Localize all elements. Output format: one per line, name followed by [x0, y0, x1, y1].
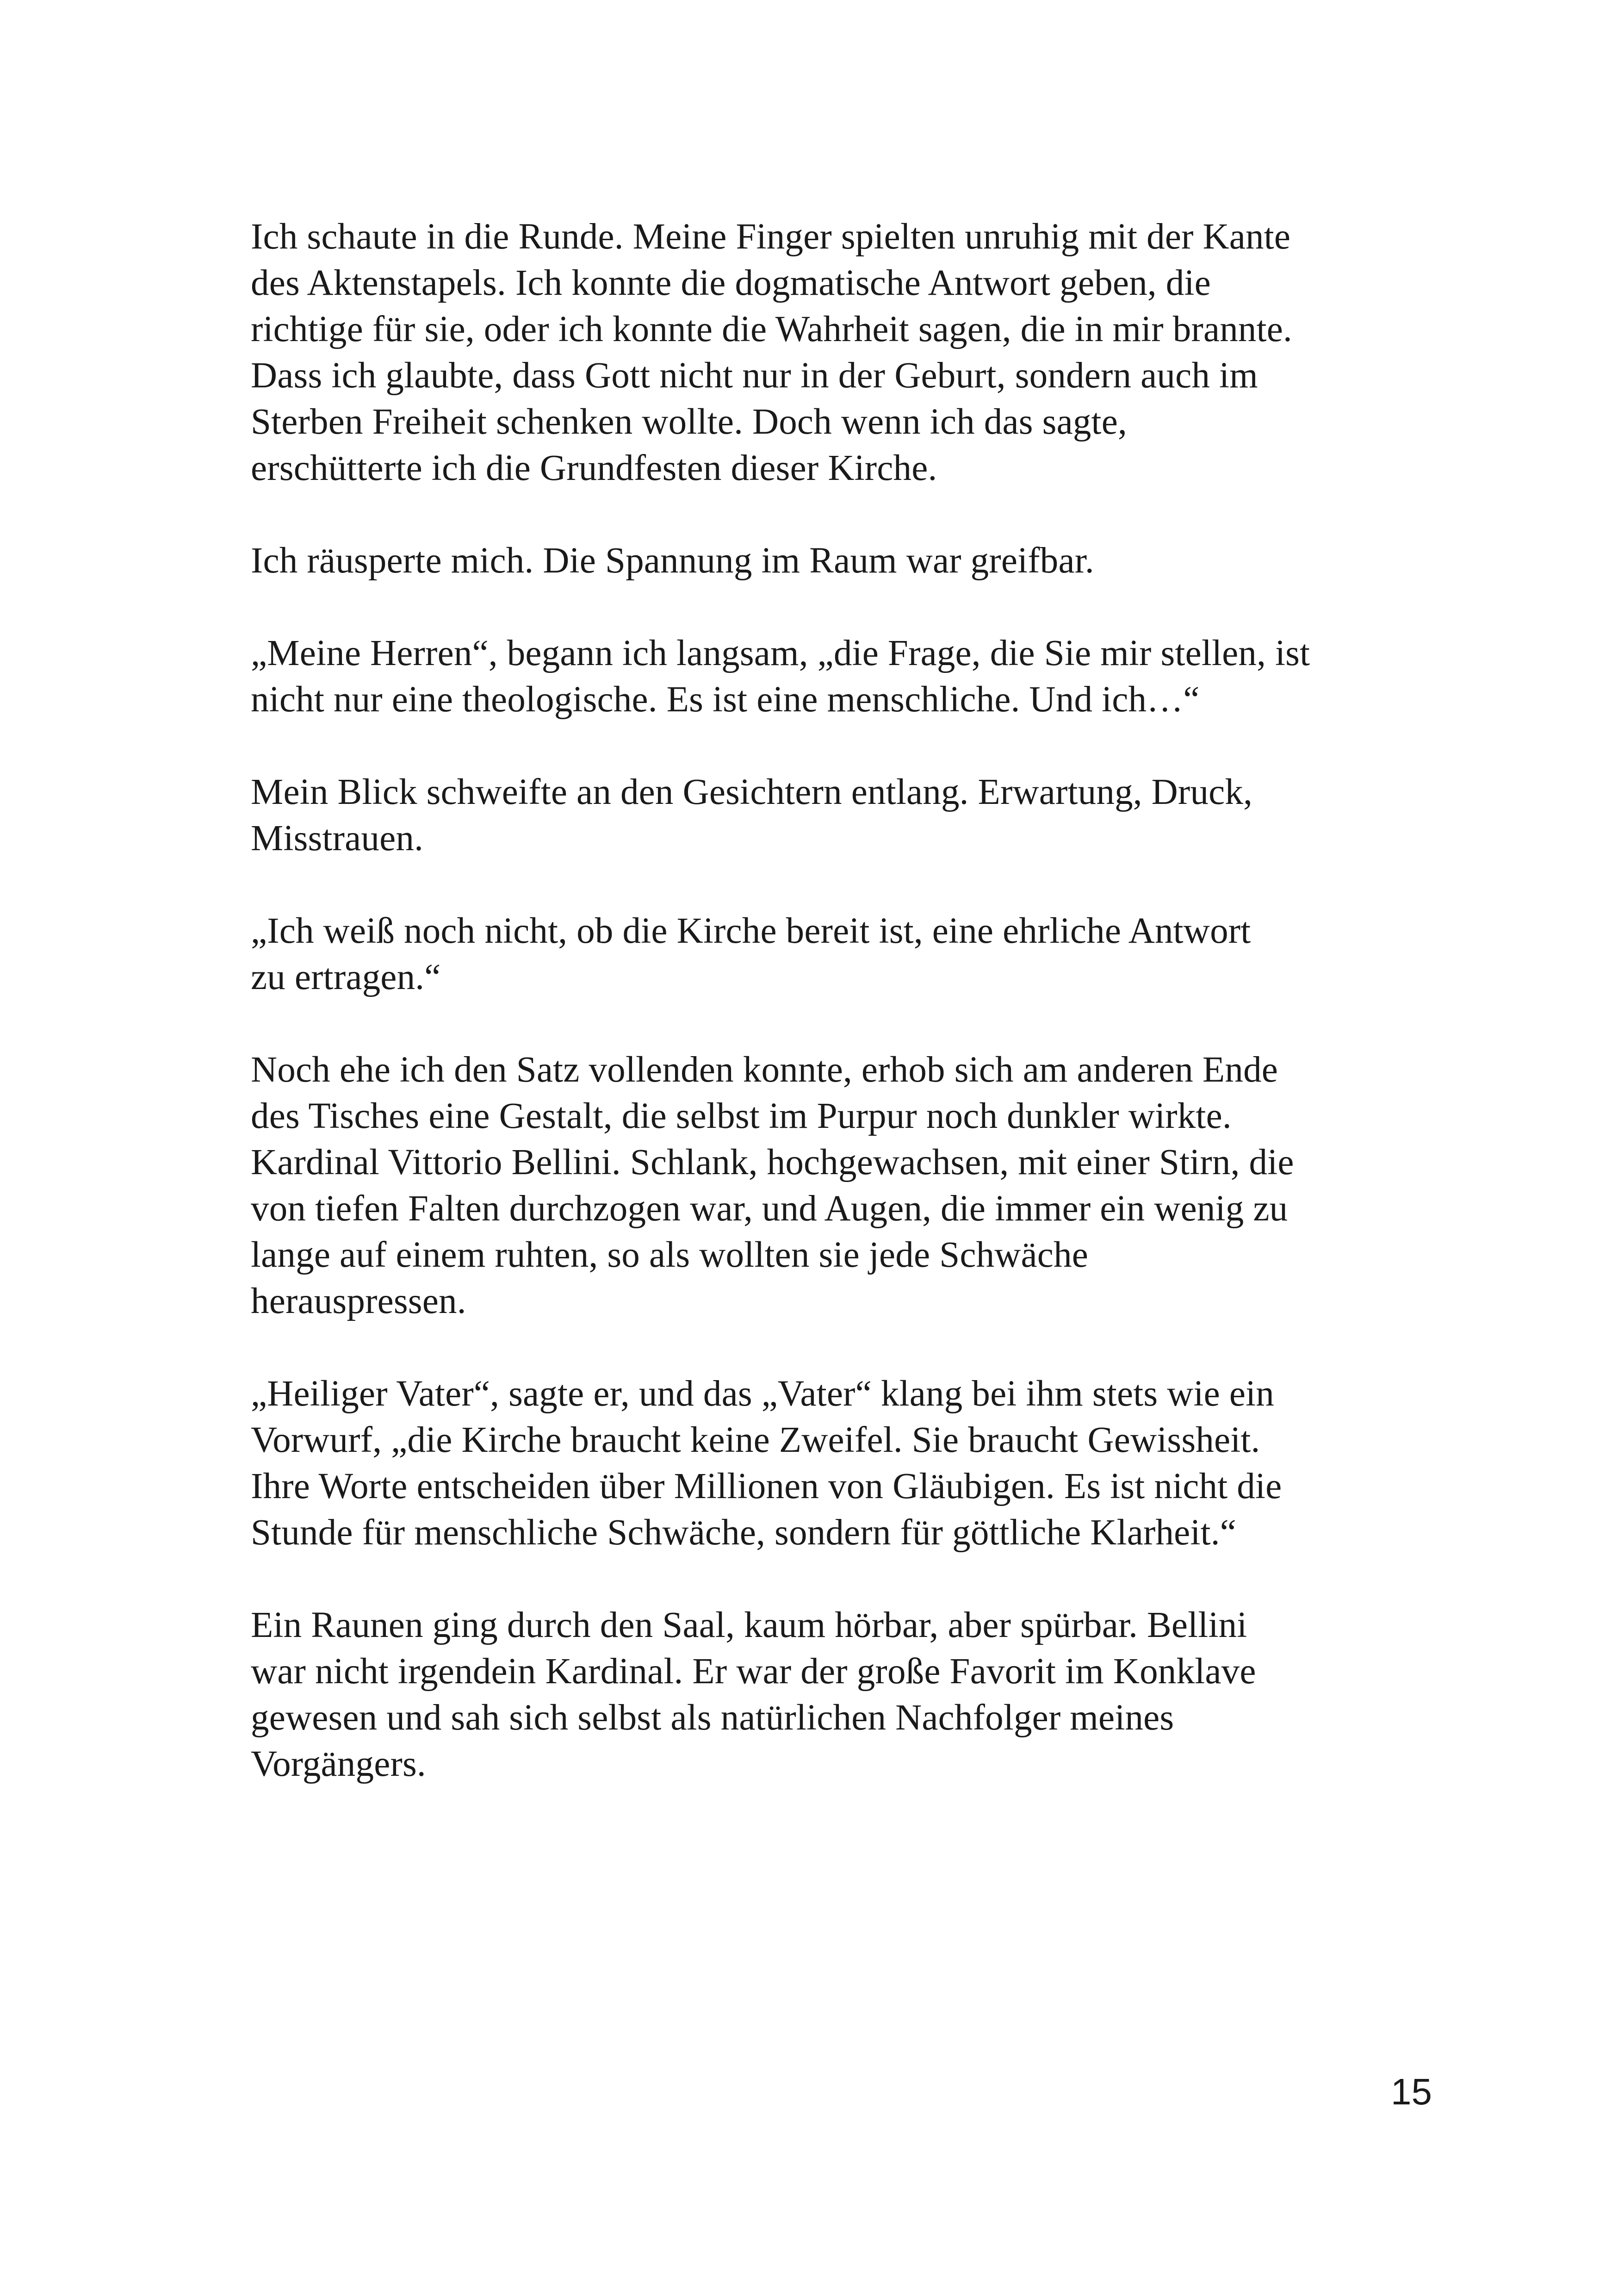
text-line: Misstrauen. [251, 818, 424, 859]
paragraph [251, 769, 1435, 862]
paragraph [251, 1371, 1435, 1556]
text-line: Ihre Worte entscheiden über Millionen von Gläubigen. Es ist nicht die [251, 1466, 1282, 1506]
text-line: „Ich weiß noch nicht, ob die Kirche bereit ist, eine ehrliche Antwort [251, 911, 1251, 951]
paragraph [251, 908, 1435, 1001]
paragraph [251, 1047, 1435, 1325]
text-line: des Tisches eine Gestalt, die selbst im Purpur noch dunkler wirkte. [251, 1096, 1232, 1136]
text-line: Noch ehe ich den Satz vollenden konnte, erhob sich am anderen Ende [251, 1050, 1278, 1090]
paragraph [251, 630, 1435, 723]
text-line: Vorgängers. [251, 1744, 426, 1784]
text-line: richtige für sie, oder ich konnte die Wahrheit sagen, die in mir brannte. [251, 309, 1292, 349]
text-line: herauspressen. [251, 1281, 466, 1321]
text-line: „Meine Herren“, begann ich langsam, „die Frage, die Sie mir stellen, ist [251, 633, 1310, 673]
text-line: von tiefen Falten durchzogen war, und Augen, die immer ein wenig zu [251, 1188, 1288, 1229]
text-line: zu ertragen.“ [251, 957, 441, 997]
page-number: 15 [1391, 2071, 1432, 2112]
text-line: Sterben Freiheit schenken wollte. Doch wenn ich das sagte, [251, 402, 1127, 442]
paragraph [251, 1602, 1435, 1787]
paragraph [251, 214, 1435, 492]
paragraph-gap [251, 1556, 1435, 1602]
text-line: nicht nur eine theologische. Es ist eine menschliche. Und ich…“ [251, 679, 1200, 720]
text-line: des Aktenstapels. Ich konnte die dogmatische Antwort geben, die [251, 263, 1211, 303]
paragraph [251, 538, 1435, 584]
paragraph-gap [251, 492, 1435, 538]
text-line: Ich schaute in die Runde. Meine Finger spielten unruhig mit der Kante [251, 217, 1291, 257]
text-line: gewesen und sah sich selbst als natürlichen Nachfolger meines [251, 1698, 1174, 1738]
text-line: erschütterte ich die Grundfesten dieser Kirche. [251, 448, 937, 488]
paragraph-gap [251, 862, 1435, 908]
paragraph-gap [251, 584, 1435, 630]
text-line: war nicht irgendein Kardinal. Er war der große Favorit im Konklave [251, 1651, 1256, 1692]
text-line: Vorwurf, „die Kirche braucht keine Zweifel. Sie braucht Gewissheit. [251, 1420, 1260, 1460]
text-line: lange auf einem ruhten, so als wollten sie jede Schwäche [251, 1235, 1089, 1275]
paragraph-gap [251, 1001, 1435, 1047]
text-line: Stunde für menschliche Schwäche, sondern für göttliche Klarheit.“ [251, 1512, 1236, 1553]
text-line: Ich räusperte mich. Die Spannung im Raum war greifbar. [251, 541, 1094, 581]
text-line: Mein Blick schweifte an den Gesichtern entlang. Erwartung, Druck, [251, 772, 1253, 812]
text-line: Dass ich glaubte, dass Gott nicht nur in der Geburt, sondern auch im [251, 355, 1258, 396]
text-line: „Heiliger Vater“, sagte er, und das „Vater“ klang bei ihm stets wie ein [251, 1374, 1275, 1414]
text-line: Kardinal Vittorio Bellini. Schlank, hochgewachsen, mit einer Stirn, die [251, 1142, 1294, 1182]
body-text [251, 214, 1435, 1787]
paragraph-gap [251, 1325, 1435, 1371]
text-line: Ein Raunen ging durch den Saal, kaum hörbar, aber spürbar. Bellini [251, 1605, 1247, 1645]
paragraph-gap [251, 723, 1435, 769]
